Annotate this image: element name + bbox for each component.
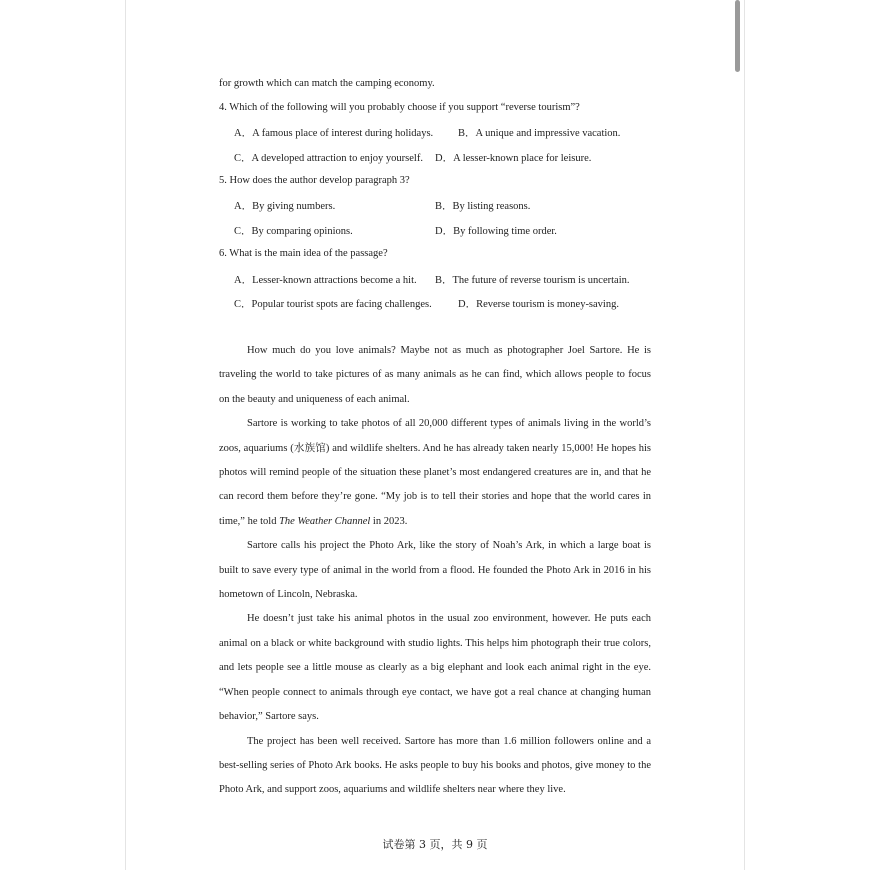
page-left-edge <box>125 0 126 870</box>
question-6-stem: 6. What is the main idea of the passage? <box>219 248 388 259</box>
passage-paragraph-5: The project has been well received. Sartore has more than 1.6 million followers online and a best-selling series of Photo Ark books. He asks people to buy his books and photos, give money to the Photo Ark, and support zoos, aquariums and wildlife shelters near where they live. <box>219 735 651 796</box>
question-4-option-b[interactable]: B．A unique and impressive vacation. <box>458 128 621 139</box>
question-4-option-a[interactable]: A．A famous place of interest during holidays. <box>234 128 434 139</box>
passage-paragraph-4: He doesn’t just take his animal photos in the usual zoo environment, however. He puts each animal on a black or white background with studio lights. This helps him photograph their true colors, and lets people see a little mouse as clearly as a big elephant and look each animal right in the eye. “When people connect to animals through eye contact, we have got a real chance at changing human behavior,” Sartore says. <box>219 613 651 723</box>
scrollbar-thumb[interactable] <box>735 0 740 72</box>
passage-paragraph-3: Sartore calls his project the Photo Ark, like the story of Noah’s Ark, in which a large boat is built to save every type of animal in the world from a flood. He founded the Photo Ark in 2016 in his hometown of Lincoln, Nebraska. <box>219 540 651 601</box>
magazine-title: The Weather Channel <box>279 515 371 527</box>
page-right-edge <box>744 0 745 870</box>
question-5-option-c[interactable]: C．By comparing opinions. <box>234 226 353 237</box>
question-5-option-b[interactable]: B．By listing reasons. <box>435 201 531 212</box>
question-6-option-d[interactable]: D．Reverse tourism is money-saving. <box>458 299 619 310</box>
question-4-stem: 4. Which of the following will you probably choose if you support “reverse tourism”? <box>219 102 580 113</box>
question-5-option-d[interactable]: D．By following time order. <box>435 226 557 237</box>
passage-paragraph-2-end: in 2023. <box>370 515 408 527</box>
left-margin <box>0 0 126 870</box>
question-6-option-a[interactable]: A．Lesser-known attractions become a hit. <box>234 275 417 286</box>
carryover-line: for growth which can match the camping economy. <box>219 78 435 89</box>
reading-passage <box>219 339 651 803</box>
passage-paragraph-2 <box>219 412 651 534</box>
question-6-option-b[interactable]: B．The future of reverse tourism is uncertain. <box>435 275 630 286</box>
question-5-option-a[interactable]: A．By giving numbers. <box>234 201 336 212</box>
passage-paragraph-1: How much do you love animals? Maybe not as much as photographer Joel Sartore. He is traveling the world to take pictures of as many animals as he can find, which allows people to focus on the beauty and uniqueness of each animal. <box>219 345 651 405</box>
passage-paragraph-2-text: Sartore is working to take photos of all 20,000 different types of animals living in the world’s zoos, aquariums (水族馆) and wildlife shelters. And he has already taken nearly 15,000! He hopes his photos will remind people of the situation these planet’s most endangered creatures are in, and that he can record them before they’re gone. “My job is to tell their stories and hope that the world cares in time,” he told <box>219 418 651 527</box>
page-footer: 试卷第 3 页，共 9 页 <box>382 838 488 851</box>
question-4-option-d[interactable]: D．A lesser-known place for leisure. <box>435 153 592 164</box>
question-5-stem: 5. How does the author develop paragraph 3? <box>219 175 410 186</box>
question-4-option-c[interactable]: C．A developed attraction to enjoy yourself. <box>234 153 423 164</box>
question-6-option-c[interactable]: C．Popular tourist spots are facing challenges. <box>234 299 432 310</box>
